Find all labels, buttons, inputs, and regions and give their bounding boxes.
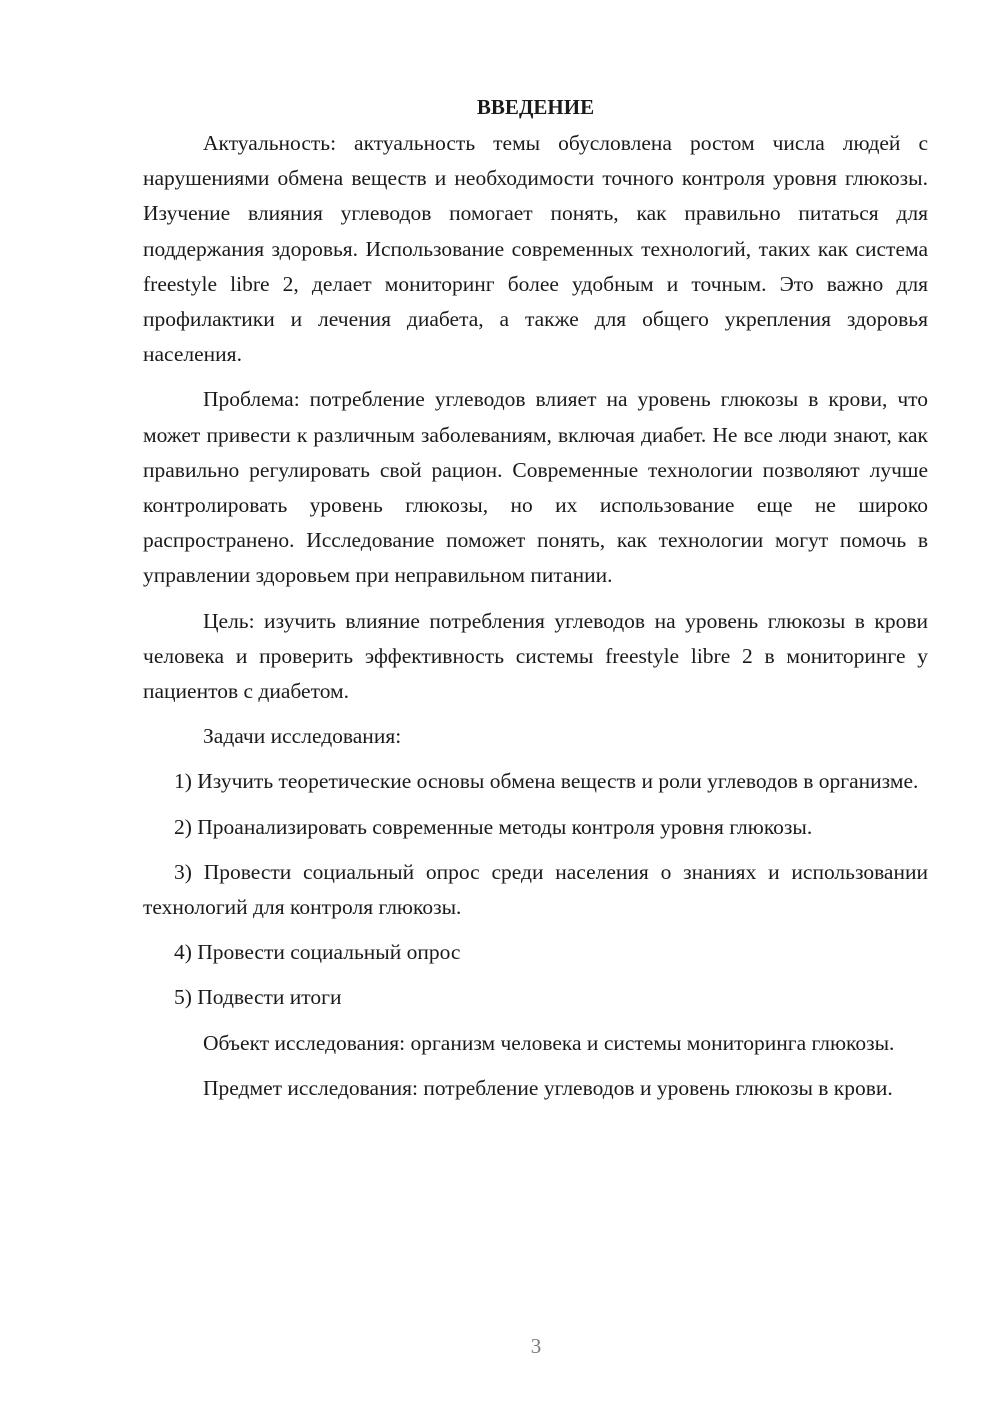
- task-item-4: 4) Провести социальный опрос: [174, 940, 461, 965]
- subject-paragraph: Предмет исследования: потребление углеводов и уровень глюкозы в крови.: [203, 1075, 893, 1100]
- object-paragraph: Объект исследования: организм человека и системы мониторинга глюкозы.: [203, 1030, 895, 1055]
- task-item-5: 5) Подвести итоги: [174, 985, 342, 1010]
- page-title: ВВЕДЕНИЕ: [476, 95, 595, 119]
- task-item-2: 2) Проанализировать современные методы контроля уровня глюкозы.: [174, 814, 813, 839]
- tasks-heading: Задачи исследования:: [203, 724, 402, 749]
- page-number: 3: [530, 1334, 542, 1358]
- document-page: [143, 90, 928, 1116]
- goal-paragraph: Цель: изучить влияние потребления углеводов на уровень глюкозы в крови человека и проверить эффективность системы freestyle libre 2 в мониторинге у пациентов с диабетом.: [143, 608, 928, 704]
- task-item-3: 3) Провести социальный опрос среди населения о знаниях и использовании технологий для контроля глюкозы.: [143, 859, 928, 920]
- task-item-1: 1) Изучить теоретические основы обмена веществ и роли углеводов в организме.: [174, 769, 919, 794]
- problem-paragraph: Проблема: потребление углеводов влияет на уровень глюкозы в крови, что может привести к различным заболеваниям, включая диабет. Не все люди знают, как правильно регулировать свой рацион. Современные технологии позволяют лучше контролировать уровень глюкозы, но их использование еще не широко распространено. Исследование поможет понять, как технологии могут помочь в управлении здоровьем при неправильном питании.: [143, 387, 928, 588]
- relevance-paragraph: Актуальность: актуальность темы обусловлена ростом числа людей с нарушениями обмена веществ и необходимости точного контроля уровня глюкозы. Изучение влияния углеводов помогает понять, как правильно питаться для поддержания здоровья. Использование современных технологий, таких как система freestyle libre 2, делает мониторинг более удобным и точным. Это важно для профилактики и лечения диабета, а также для общего укрепления здоровья населения.: [143, 131, 928, 367]
